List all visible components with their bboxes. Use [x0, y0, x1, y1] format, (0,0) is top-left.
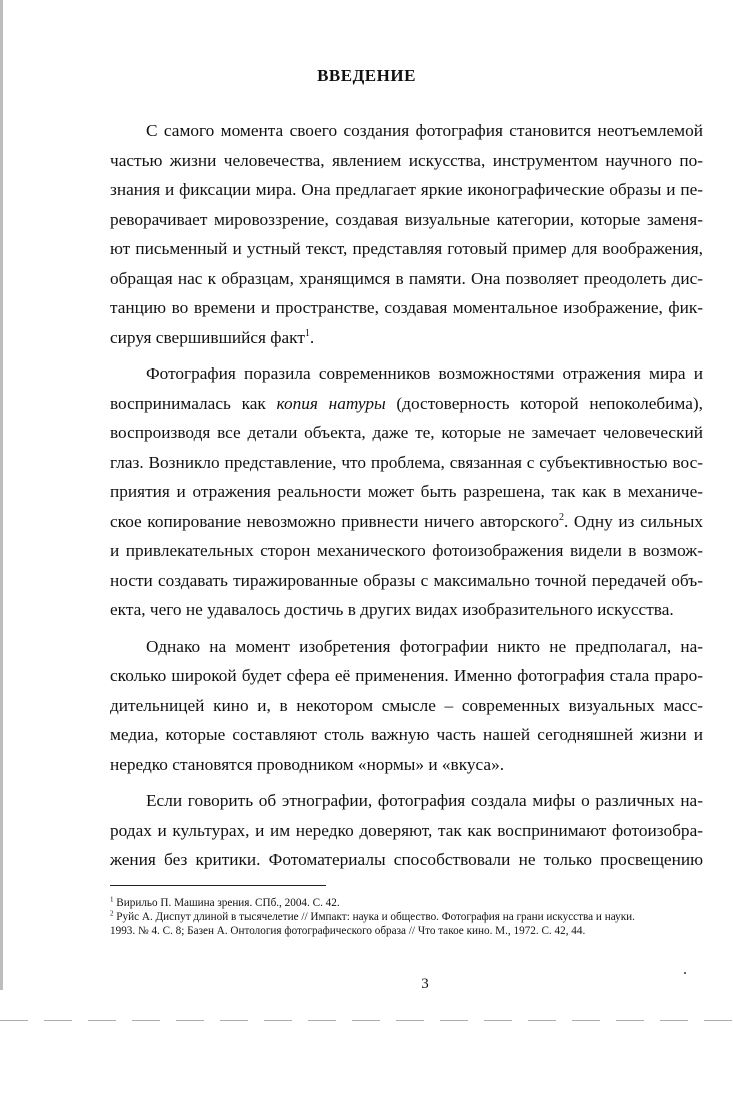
- footnote-text: Вирильо П. Машина зрения. СПб., 2004. С. 42.: [113, 897, 340, 909]
- text-line: сколько широкой будет сфера её применения. Именно фотография стала праро-: [110, 666, 703, 685]
- text-line: медиа, которые составляют столь важную часть нашей сегодняшней жизни и: [110, 725, 703, 744]
- footnote-ref: 1: [304, 327, 310, 339]
- text-line: танцию во времени и пространстве, создавая моментальное изображение, фик-: [110, 298, 703, 317]
- paragraph-2: [110, 359, 703, 625]
- text-line: приятия и отражения реальности может быть разрешена, так как в механиче-: [110, 482, 703, 501]
- footnote-number: 1: [110, 895, 114, 904]
- text-line: частью жизни человечества, явлением искусства, инструментом научного по-: [110, 150, 703, 170]
- text-line: обращая нас к образцам, хранящимся в памяти. Она позволяет преодолеть дис-: [110, 268, 703, 288]
- text-line: жения без критики. Фотоматериалы способствовали не только просвещению: [110, 850, 703, 869]
- text-line: С самого момента своего создания фотография становится неотъемлемой: [146, 121, 703, 140]
- footnote-2-continuation: 1993. № 4. С. 8; Базен А. Онтология фотографического образа // Что такое кино. М., 1972. С. 42, 44.: [110, 925, 586, 937]
- text-line: Однако на момент изобретения фотографии никто не предполагал, на-: [146, 636, 703, 656]
- text-line: ности создавать тиражированные образы с максимально точной передачей объ-: [110, 570, 703, 590]
- footnote-ref: 2: [558, 511, 564, 523]
- footnote-2: [110, 910, 710, 924]
- scan-speck: [684, 972, 686, 974]
- body-text: [110, 116, 703, 882]
- text-fragment: (достоверность которой непоколебима),: [396, 393, 703, 413]
- scan-bottom-edge: [0, 1020, 733, 1021]
- text-line: Если говорить об этнографии, фотография создала мифы о различных на-: [146, 791, 703, 810]
- text-fragment: . Одну из сильных: [563, 511, 704, 531]
- text-line: [110, 507, 703, 537]
- paragraph-4: [110, 786, 703, 875]
- text-line: нередко становятся проводником «нормы» и «вкуса».: [110, 754, 505, 774]
- text-fragment: сируя свершившийся факт: [110, 327, 305, 347]
- text-fragment: ское копирование невозможно привнести ничего авторского: [110, 511, 559, 531]
- footnotes: [110, 896, 710, 938]
- text-line: [110, 323, 703, 353]
- footnote-number: 2: [110, 909, 114, 918]
- footnote-1: [110, 896, 710, 910]
- text-fragment: воспринималась как: [110, 393, 266, 413]
- footnote-text: Руйс А. Диспут длиной в тысячелетие // Импакт: наука и общество. Фотография на грани искусства и науки.: [113, 911, 635, 923]
- paragraph-3: [110, 632, 703, 780]
- scan-left-edge: [0, 0, 3, 990]
- italic-phrase: копия натуры: [276, 393, 386, 413]
- text-line: и привлекательных сторон механического фотоизображения видели в возмож-: [110, 541, 703, 560]
- text-line: дительницей кино и, в некотором смысле – современных визуальных масс-: [110, 695, 703, 715]
- text-line: екта, чего не удавалось достичь в других видах изобразительного искусства.: [110, 600, 674, 619]
- text-fragment: .: [309, 327, 315, 347]
- footnote-separator: [110, 885, 326, 886]
- text-line: воспроизводя все детали объекта, даже те, которые не замечает человеческий: [110, 423, 703, 442]
- text-line: знания и фиксации мира. Она предлагает яркие иконографические образы и пе-: [110, 180, 703, 199]
- text-line: [110, 389, 703, 419]
- page-number: 3: [421, 976, 429, 992]
- text-line: ют письменный и устный текст, представляя готовый пример для воображения,: [110, 239, 703, 258]
- text-line: родах и культурах, и им нередко доверяют, так как воспринимают фотоизобра-: [110, 820, 703, 840]
- text-line: глаз. Возникло представление, что проблема, связанная с субъективностью вос-: [110, 452, 703, 472]
- page-title: ВВЕДЕНИЕ: [317, 66, 416, 85]
- text-line: реворачивает мировоззрение, создавая визуальные категории, которые заменя-: [110, 209, 703, 229]
- paragraph-1: [110, 116, 703, 352]
- text-line: Фотография поразила современников возможностями отражения мира и: [146, 364, 703, 383]
